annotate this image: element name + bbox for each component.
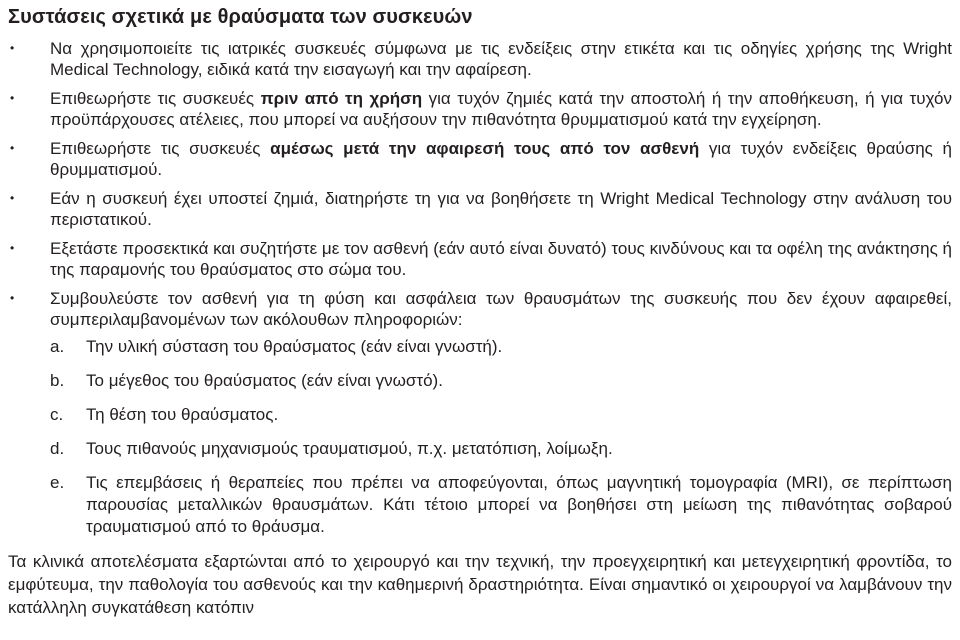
sub-item-text: Το μέγεθος του θραύσματος (εάν είναι γνωστό).: [86, 371, 443, 390]
item-text: Εξετάστε προσεκτικά και συζητήστε με τον ασθενή (εάν αυτό είναι δυνατό) τους κινδύνους και τα οφέλη της ανάκτησης ή της παραμονής του θραύσματος στο σώμα του.: [50, 239, 952, 279]
bullet-icon: •: [10, 241, 15, 255]
list-item: [8, 188, 952, 230]
sub-item-letter: e.: [50, 473, 65, 492]
sub-list-item: [50, 472, 952, 538]
bullet-icon: •: [10, 141, 15, 155]
sub-list-item: [50, 370, 952, 392]
bullet-icon: •: [10, 41, 15, 55]
section-heading: Συστάσεις σχετικά με θραύσματα των συσκευών: [8, 6, 473, 28]
item-emphasis: αμέσως μετά την αφαιρεσή τους από τον ασθενή: [270, 139, 700, 158]
sub-item-text: Τις επεμβάσεις ή θεραπείες που πρέπει να αποφεύγονται, όπως μαγνητική τομογραφία (MRI), σε περίπτωση παρουσίας μεταλλικών θραυσμάτων. Κάτι τέτοιο μπορεί να βοηθήσει στη μείωση της πιθανότητας σοβαρού τραυματισμού από το θράυσμα.: [86, 473, 952, 536]
sub-list-item: [50, 404, 952, 426]
item-text: Συμβουλεύστε τον ασθενή για τη φύση και ασφάλεια των θραυσμάτων της συσκευής που δεν έχουν αφαιρεθεί, συμπεριλαμβανομένων των ακόλουθων πληροφοριών:: [50, 289, 952, 329]
list-item: [8, 288, 952, 538]
list-item: [8, 88, 952, 130]
closing-paragraph: Τα κλινικά αποτελέσματα εξαρτώνται από το χειρουργό και την τεχνική, την προεγχειρητική και μετεγχειρητική φροντίδα, το εμφύτευμα, την παθολογία του ασθενούς και την καθημερινή δραστηριότητα. Είναι σημαντικό οι χειρουργοί να λαμβάνουν την κατάλληλη συγκατάθεση κατόπιν: [8, 552, 952, 617]
recommendation-list: [8, 38, 952, 538]
item-text: Να χρησιμοποιείτε τις ιατρικές συσκευές σύμφωνα με τις ενδείξεις στην ετικέτα και τις οδηγίες χρήσης της Wright Medical Technology, ειδικά κατά την εισαγωγή και την αφαίρεση.: [50, 39, 952, 79]
item-emphasis: πριν από τη χρήση: [260, 89, 423, 108]
item-text-continued: για τυχόν ενδείξεις θραύσης ή θρυμματισμού.: [50, 139, 952, 179]
sub-list-item: [50, 336, 952, 358]
fragment-info-list: [50, 336, 952, 538]
item-text-continued: για τυχόν ζημιές κατά την αποστολή ή την αποθήκευση, ή για τυχόν προϋπάρχουσες ατέλειες, που μπορεί να αυξήσουν την πιθανότητα θρυμματισμού κατά την εγχείρηση.: [50, 89, 952, 129]
sub-item-text: Την υλική σύσταση του θραύσματος (εάν είναι γνωστή).: [86, 337, 503, 356]
bullet-icon: •: [10, 91, 15, 105]
sub-item-letter: c.: [50, 405, 64, 424]
item-text: Εάν η συσκευή έχει υποστεί ζημιά, διατηρήστε τη για να βοηθήσετε τη Wright Medical Technology στην ανάλυση του περιστατικού.: [50, 189, 952, 229]
item-text: Επιθεωρήστε τις συσκευές: [50, 89, 261, 108]
sub-item-text: Τη θέση του θραύσματος.: [86, 405, 279, 424]
sub-item-letter: a.: [50, 337, 65, 356]
sub-item-letter: b.: [50, 371, 65, 390]
sub-item-letter: d.: [50, 439, 65, 458]
sub-list-item: [50, 438, 952, 460]
bullet-icon: •: [10, 291, 15, 305]
list-item: [8, 238, 952, 280]
bullet-icon: •: [10, 191, 15, 205]
item-text: Επιθεωρήστε τις συσκευές: [50, 139, 271, 158]
list-item: [8, 38, 952, 80]
sub-item-text: Τους πιθανούς μηχανισμούς τραυματισμού, π.χ. μετατόπιση, λοίμωξη.: [86, 439, 613, 458]
list-item: [8, 138, 952, 180]
